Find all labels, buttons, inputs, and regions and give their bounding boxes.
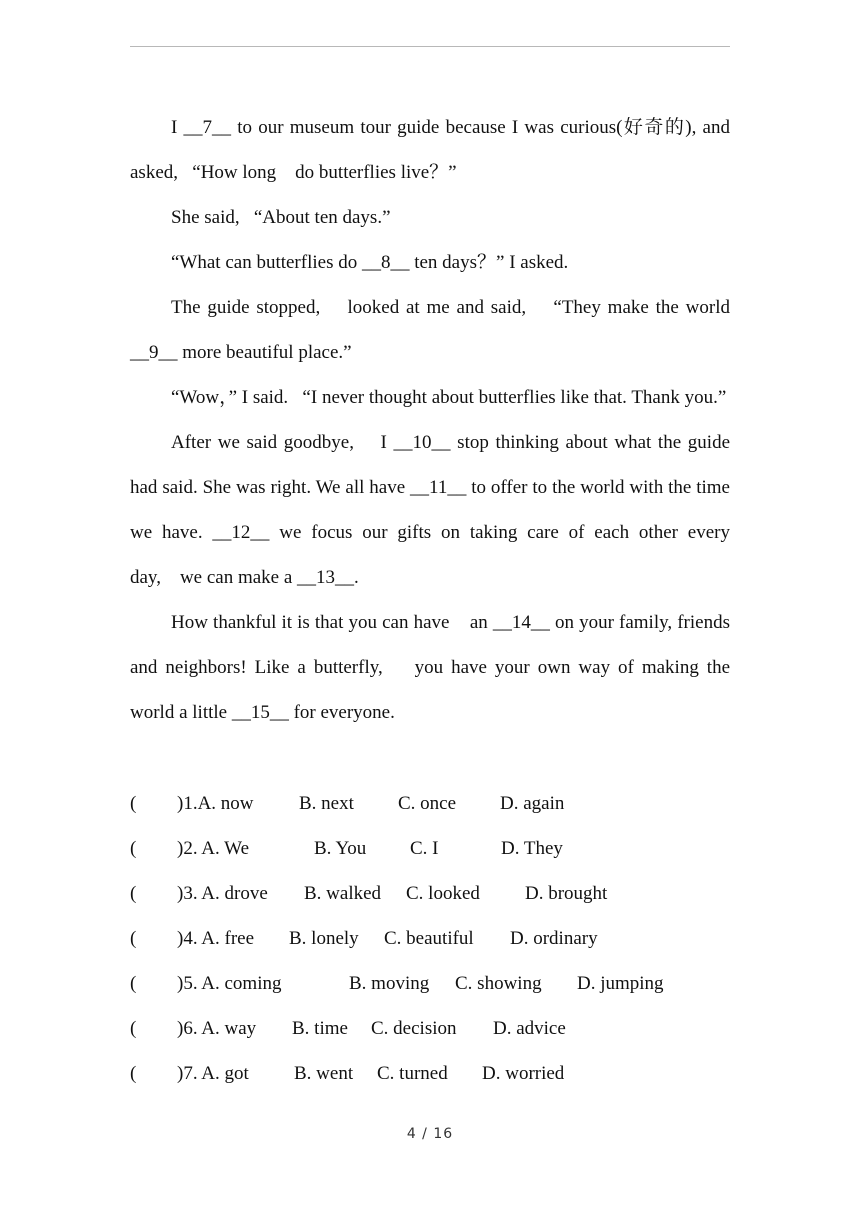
option-a: )7. A. got <box>177 1063 249 1084</box>
answer-paren: ( <box>130 973 137 994</box>
option-d: D. jumping <box>577 973 664 994</box>
passage-paragraph-1: I __7__ to our museum tour guide because I was curious(好奇的), and asked, “How long do butterflies live？” <box>130 117 730 183</box>
question-row <box>130 961 730 1006</box>
option-b: B. moving <box>349 973 430 994</box>
option-d: D. advice <box>493 1018 566 1039</box>
question-row <box>130 871 730 916</box>
passage-paragraph-3: “What can butterflies do __8__ ten days？” I asked. <box>171 252 569 273</box>
option-c: C. once <box>398 793 457 814</box>
passage <box>130 105 730 735</box>
passage-paragraph-6: After we said goodbye, I __10__ stop thinking about what the guide had said. She was right. We all have __11__ to offer to the world with the time we have. __12__ we focus our gifts on taking care of each other every day, we can make a __13__. <box>130 432 730 588</box>
option-b: B. next <box>299 793 354 814</box>
option-b: B. walked <box>304 883 382 904</box>
passage-paragraph-7: How thankful it is that you can have an __14__ on your family, friends and neighbors! Like a butterfly, you have your own way of making the world a little __15__ for everyone. <box>130 612 730 723</box>
question-row <box>130 1051 730 1096</box>
option-d: D. ordinary <box>510 928 598 949</box>
option-a: )6. A. way <box>177 1018 257 1039</box>
answer-paren: ( <box>130 1063 137 1084</box>
header-rule <box>130 46 730 47</box>
answer-paren: ( <box>130 928 137 949</box>
option-b: B. lonely <box>289 928 359 949</box>
option-c: C. I <box>410 838 439 859</box>
option-a: )4. A. free <box>177 928 255 949</box>
option-b: B. You <box>314 838 367 859</box>
option-c: C. looked <box>406 883 480 904</box>
passage-paragraph-5: “Wow，” I said. “I never thought about butterflies like that. Thank you.” <box>171 387 727 408</box>
answer-paren: ( <box>130 883 137 904</box>
option-b: B. time <box>292 1018 348 1039</box>
passage-paragraph-2: She said, “About ten days.” <box>171 207 391 228</box>
option-c: C. decision <box>371 1018 457 1039</box>
question-row <box>130 1006 730 1051</box>
page-number: 4 / 16 <box>406 1126 454 1142</box>
option-a: )1.A. now <box>177 793 254 814</box>
question-row <box>130 916 730 961</box>
passage-paragraph-4: The guide stopped, looked at me and said, “They make the world __9__ more beautiful place.” <box>130 297 730 363</box>
option-c: C. showing <box>455 973 542 994</box>
option-a: )3. A. drove <box>177 883 268 904</box>
option-d: D. brought <box>525 883 608 904</box>
answer-paren: ( <box>130 838 137 859</box>
option-d: D. They <box>501 838 563 859</box>
option-a: )5. A. coming <box>177 973 282 994</box>
question-row <box>130 826 730 871</box>
option-c: C. turned <box>377 1063 448 1084</box>
answer-paren: ( <box>130 793 137 814</box>
question-list <box>130 781 730 1096</box>
option-a: )2. A. We <box>177 838 250 859</box>
option-c: C. beautiful <box>384 928 474 949</box>
option-d: D. again <box>500 793 565 814</box>
option-b: B. went <box>294 1063 354 1084</box>
answer-paren: ( <box>130 1018 137 1039</box>
option-d: D. worried <box>482 1063 565 1084</box>
question-row <box>130 781 730 826</box>
